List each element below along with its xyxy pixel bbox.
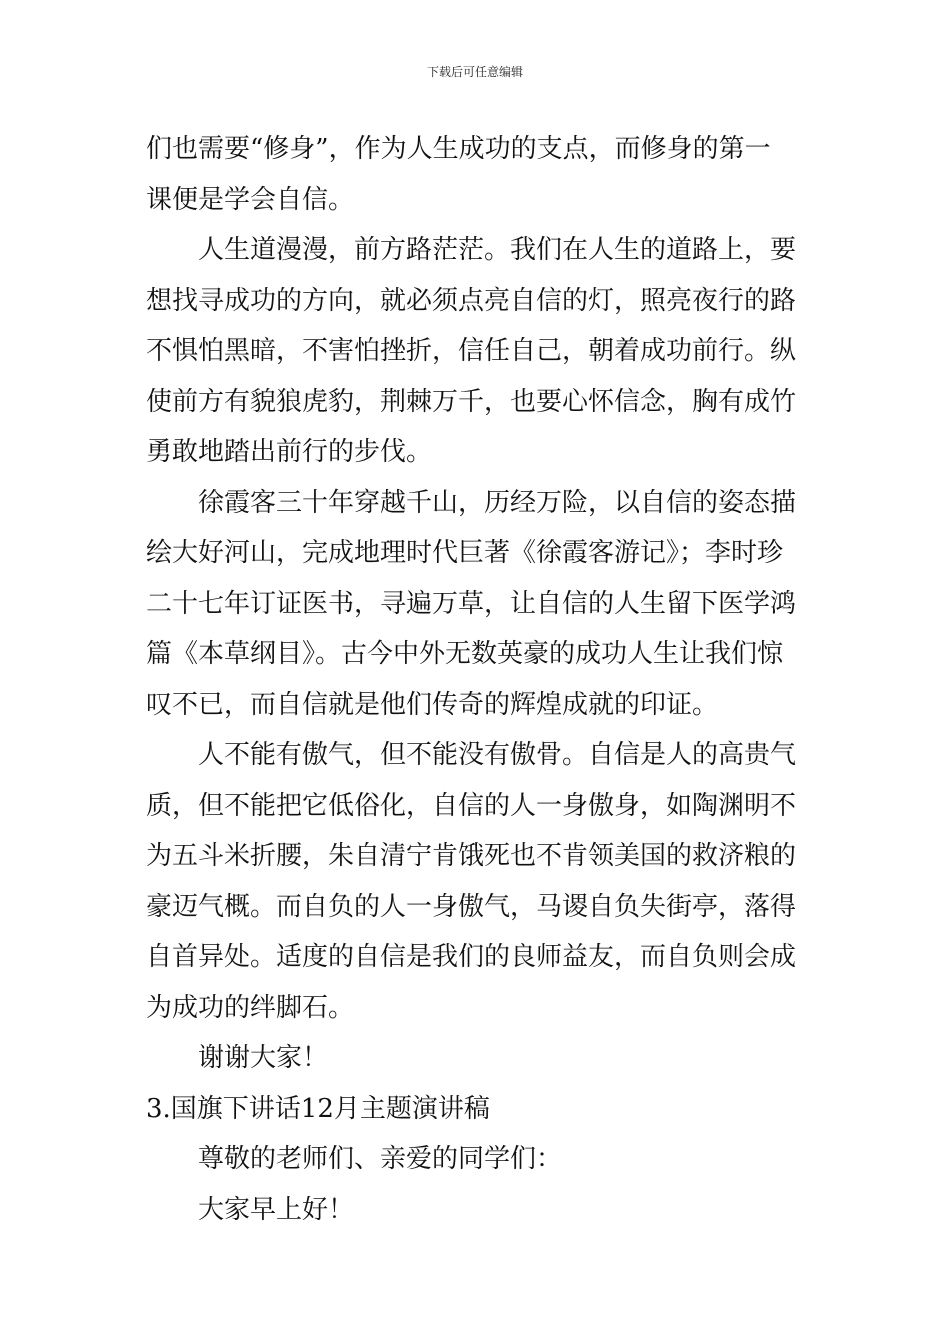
greeting-line: 大家早上好！ [198,1194,355,1225]
salutation-line: 尊敬的老师们、亲爱的同学们： [198,1144,563,1174]
paragraph-start-line: 人生道漫漫，前方路茫茫。我们在人生的道路上，要 [198,235,797,265]
paragraph-start-line: 徐霞客三十年穿越千山，历经万险，以自信的姿态描 [198,487,797,518]
document-body [146,124,806,1235]
text-line: 为成功的绊脚石。 [146,992,355,1023]
section-heading: 3.国旗下讲话12月主题演讲稿 [146,1093,490,1124]
paragraph-start-line: 人不能有傲气，但不能没有傲骨。自信是人的高贵气 [198,740,797,770]
text-line: 们也需要“修身”，作为人生成功的支点，而修身的第一 [146,134,771,164]
text-line: 篇《本草纲目》。古今中外无数英豪的成功人生让我们惊 [146,639,784,669]
text-line: 二十七年订证医书，寻遍万草，让自信的人生留下医学鸿 [146,588,797,619]
page-header-note: 下载后可任意编辑 [426,65,523,79]
text-line: 不惧怕黑暗，不害怕挫折，信任自己，朝着成功前行。纵 [146,336,797,366]
text-line: 叹不已，而自信就是他们传奇的辉煌成就的印证。 [146,689,719,720]
text-line: 勇敢地踏出前行的步伐。 [146,437,433,467]
text-line: 想找寻成功的方向，就必须点亮自信的灯，照亮夜行的路 [146,285,797,316]
text-line: 质，但不能把它低俗化，自信的人一身傲身，如陶渊明不 [146,790,797,821]
text-line: 豪迈气概。而自负的人一身傲气，马谡自负失街亭，落得 [146,891,797,922]
text-line: 为五斗米折腰，朱自清宁肯饿死也不肯领美国的救济粮的 [146,841,797,871]
closing-line: 谢谢大家！ [198,1043,329,1073]
text-line: 课便是学会自信。 [146,184,355,215]
text-line: 使前方有貌狼虎豹，荆棘万千，也要心怀信念，胸有成竹 [146,386,797,417]
text-line: 自首异处。适度的自信是我们的良师益友，而自负则会成 [146,942,797,972]
text-line: 绘大好河山，完成地理时代巨著《徐霞客游记》；李时珍 [146,538,784,568]
